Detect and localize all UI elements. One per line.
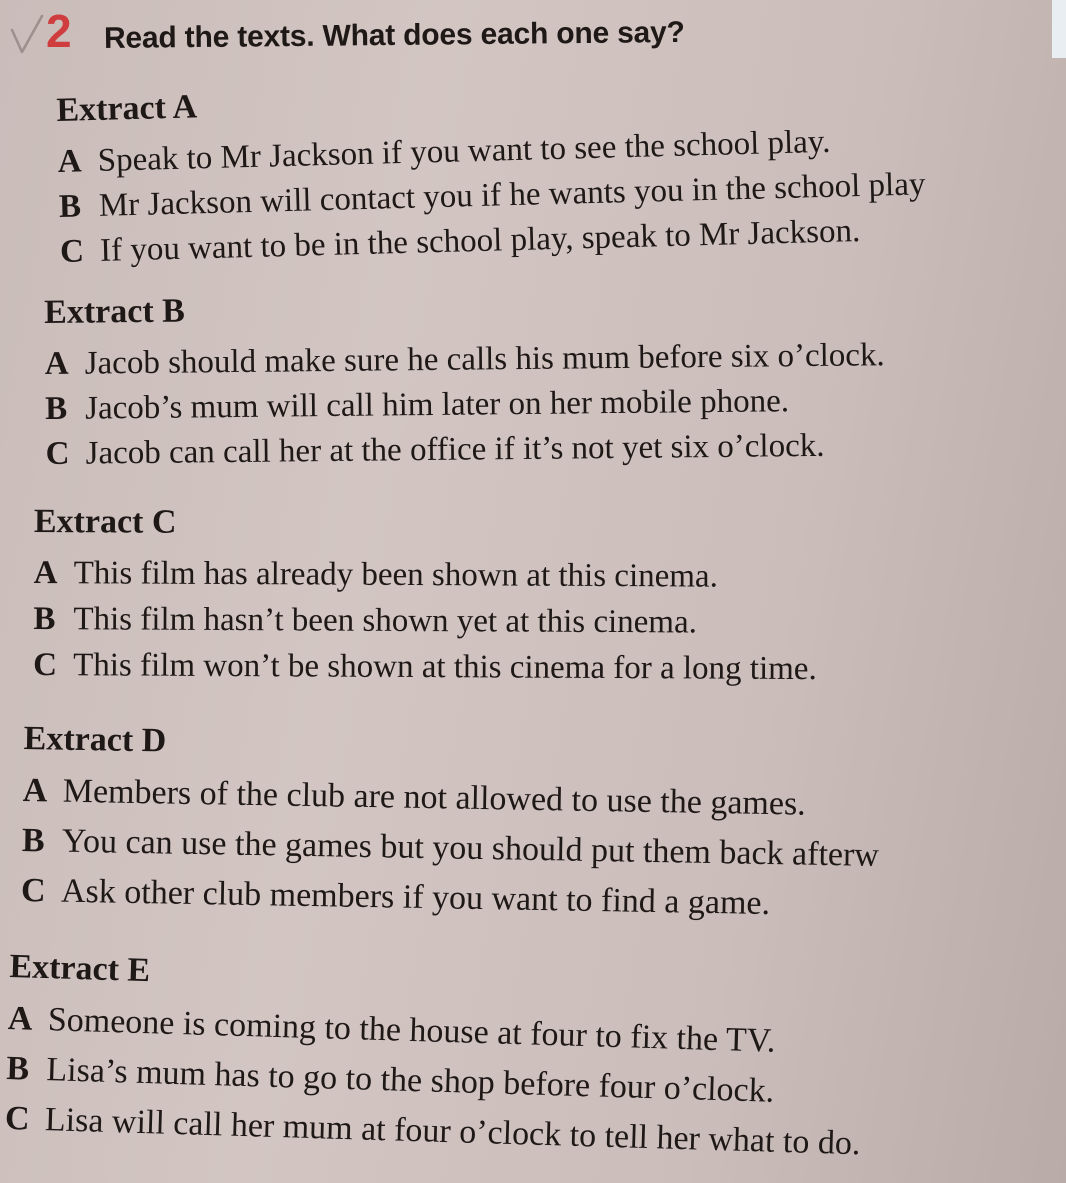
option-c [33,646,817,699]
extract-c [33,505,818,699]
option-b [33,600,817,653]
option-text: Jacob can call her at the office if it’s not yet six o’clock. [85,427,825,472]
option-letter: B [5,1049,30,1088]
page-corner-tab [1052,0,1066,58]
option-letter: C [4,1099,31,1138]
option-letter: A [33,554,58,592]
option-letter: C [59,233,85,270]
option-letter: A [7,999,34,1038]
option-text: You can use the games but you should put them back afterw [61,822,880,874]
option-letter: C [20,871,46,910]
option-text: Ask other club members if you want to find a game. [60,872,771,923]
option-text: Jacob should make sure he calls his mum before six o’clock. [84,337,885,382]
option-text: Lisa’s mum has to go to the shop before four o’clock. [45,1051,775,1110]
option-text: This film has already been shown at this cinema. [73,555,718,595]
option-text: If you want to be in the school play, speak to Mr Jackson. [99,213,861,269]
option-letter: A [57,143,83,180]
extract-a [56,71,927,281]
option-c [20,871,878,939]
option-letter: C [33,646,58,684]
option-text: Members of the club are not allowed to use the games. [62,772,807,823]
extract-heading: Extract C [33,503,177,541]
option-letter: A [44,345,69,382]
option-letter: C [45,435,70,472]
option-text: Lisa will call her mum at four o’clock to tell her what to do. [44,1101,861,1163]
extract-heading: Extract B [43,292,186,331]
exercise-number: 2 [46,5,72,57]
option-text: Jacob’s mum will call him later on her mobile phone. [84,383,790,427]
option-text: Speak to Mr Jackson if you want to see the school play. [97,123,831,179]
extract-b [44,287,886,483]
exercise-instruction: Read the texts. What does each one say? [103,15,685,55]
option-text: This film won’t be shown at this cinema for a long time. [73,647,817,688]
extract-heading: Extract E [8,948,151,990]
option-letter: B [33,600,56,638]
extract-d [20,722,881,939]
extract-e [4,950,865,1177]
checkmark-icon [8,12,46,58]
option-letter: B [21,821,45,860]
option-text: This film hasn’t been shown yet at this cinema. [73,601,698,641]
option-letter: A [22,771,48,810]
option-text: Mr Jackson will contact you if he wants you in the school play [98,166,926,224]
extract-heading: Extract A [55,88,198,129]
option-text: Someone is coming to the house at four to fix the TV. [47,1001,776,1060]
option-c [45,429,885,483]
extract-heading: Extract D [23,720,167,760]
option-letter: B [58,188,82,225]
option-a [33,554,817,607]
option-letter: B [44,390,68,427]
